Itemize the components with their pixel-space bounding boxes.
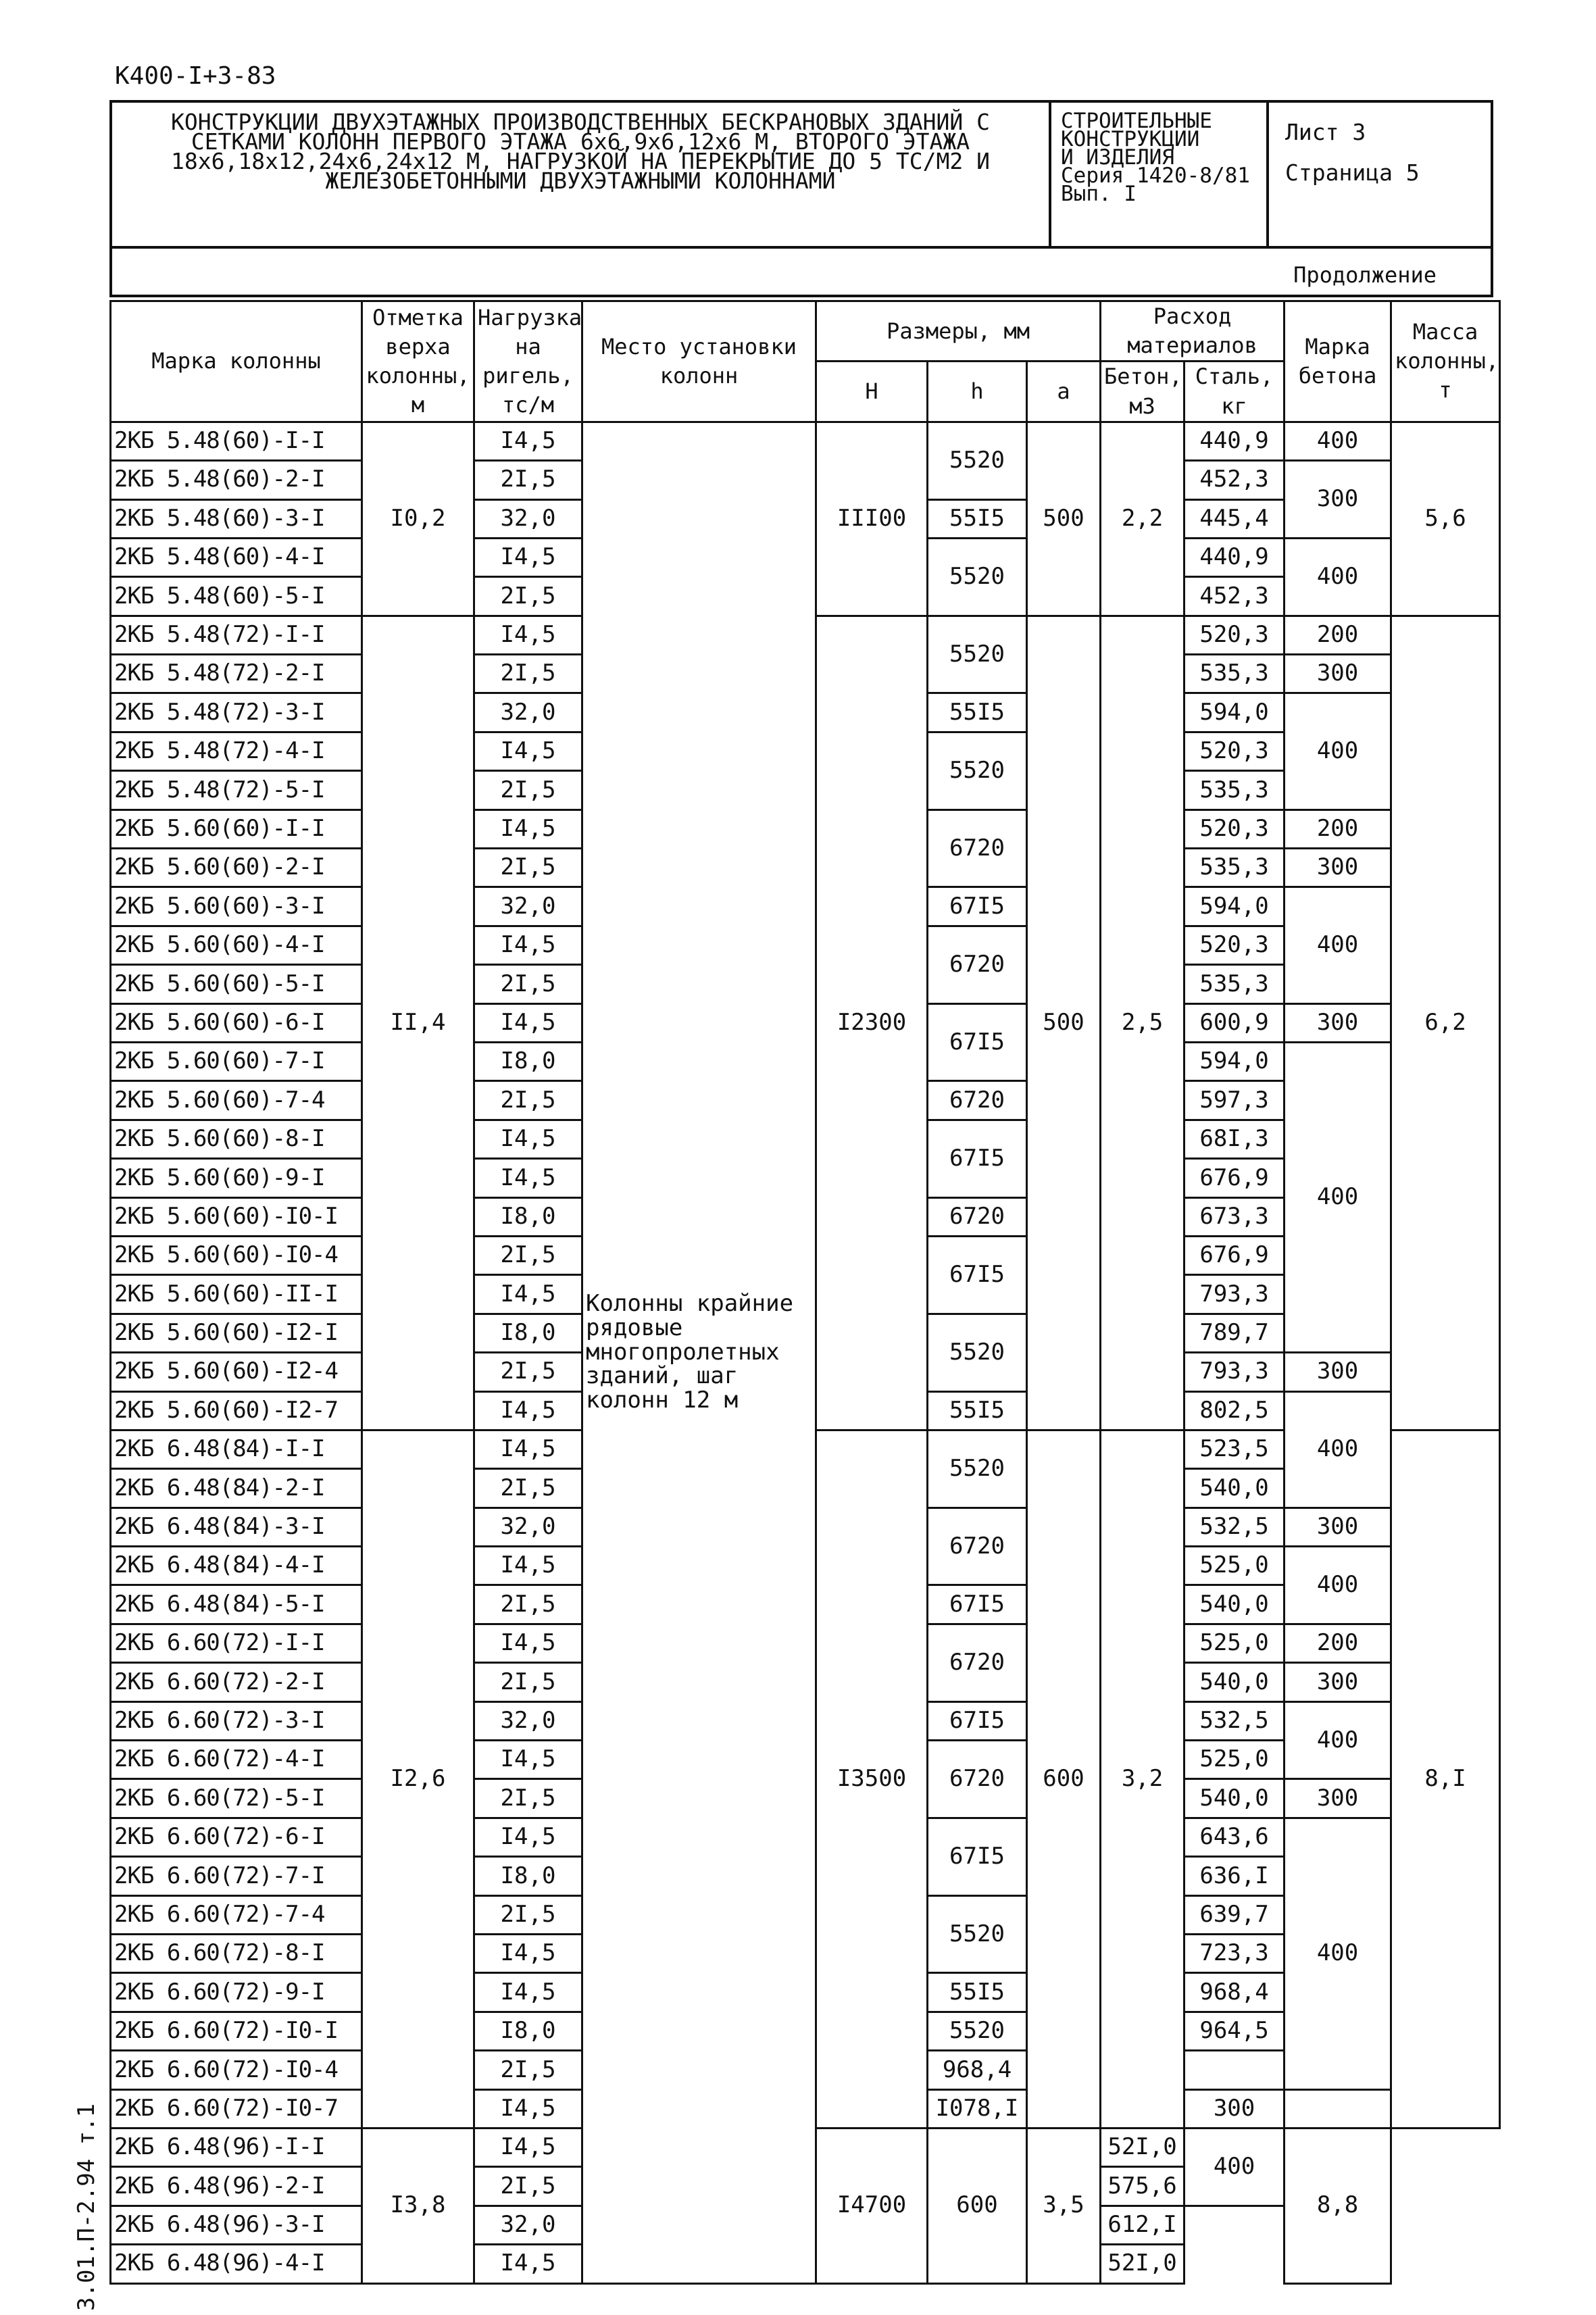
load-value: 2I,5 — [474, 849, 582, 887]
continuation-label: Продолжение — [1293, 262, 1437, 288]
load-value: I4,5 — [474, 1741, 582, 1779]
columns-table — [109, 300, 1501, 2285]
table-body — [111, 422, 1500, 2283]
load-value: I4,5 — [474, 810, 582, 848]
load-value: 2I,5 — [474, 577, 582, 616]
dim-H: I2300 — [816, 616, 928, 1430]
col-grade: Марка бетона — [1285, 301, 1391, 422]
steel-weight: 440,9 — [1184, 422, 1285, 460]
load-value: I4,5 — [474, 2089, 582, 2128]
steel-weight: I078,I — [928, 2089, 1027, 2128]
column-mark: 2КБ 5.48(72)-I-I — [111, 616, 362, 654]
load-value: 32,0 — [474, 1508, 582, 1546]
steel-weight: 597,3 — [1184, 1081, 1285, 1120]
concrete-grade: 400 — [1285, 1701, 1391, 1779]
col-concrete: Бетон, м3 — [1101, 362, 1184, 422]
dim-h: 6720 — [928, 1741, 1027, 1818]
steel-weight: 440,9 — [1184, 538, 1285, 576]
column-mark: 2КБ 5.60(60)-I-I — [111, 810, 362, 848]
steel-weight: 594,0 — [1184, 693, 1285, 732]
steel-weight: 452,3 — [1184, 577, 1285, 616]
column-mark: 2КБ 6.48(96)-4-I — [111, 2245, 362, 2283]
column-mark: 2КБ 5.48(60)-4-I — [111, 538, 362, 576]
column-mark: 2КБ 5.60(60)-II-I — [111, 1275, 362, 1314]
dim-h: 6720 — [928, 1081, 1027, 1120]
concrete-volume: 2,5 — [1101, 616, 1184, 1430]
load-value: 2I,5 — [474, 1585, 582, 1624]
concrete-volume: 2,2 — [1101, 422, 1184, 616]
col-top-mark: Отметка верха колонны, м — [362, 301, 474, 422]
dim-h: 5520 — [928, 732, 1027, 810]
steel-weight: 600,9 — [1184, 1003, 1285, 1042]
load-value: 2I,5 — [474, 1469, 582, 1508]
steel-weight: 532,5 — [1184, 1508, 1285, 1546]
column-mark: 2КБ 6.60(72)-8-I — [111, 1934, 362, 1972]
load-value: I4,5 — [474, 1547, 582, 1585]
column-mark: 2КБ 5.60(60)-5-I — [111, 965, 362, 1003]
load-value: I8,0 — [474, 1314, 582, 1352]
dim-h: 5520 — [928, 1430, 1027, 1508]
dim-a: 500 — [1027, 616, 1101, 1430]
top-mark: I3,8 — [362, 2128, 474, 2283]
steel-weight: 673,3 — [1184, 1197, 1285, 1236]
concrete-volume: 3,5 — [1027, 2128, 1101, 2283]
load-value: 32,0 — [474, 2206, 582, 2244]
column-mark: 2КБ 6.60(72)-I0-7 — [111, 2089, 362, 2128]
column-mark: 2КБ 5.60(60)-I2-7 — [111, 1391, 362, 1430]
load-value: I4,5 — [474, 616, 582, 654]
column-mark: 2КБ 6.60(72)-9-I — [111, 1973, 362, 2012]
column-mass: 6,2 — [1391, 616, 1500, 1430]
document-code: К400-I+3-83 — [115, 62, 276, 90]
steel-weight: 594,0 — [1184, 887, 1285, 926]
load-value: I4,5 — [474, 1818, 582, 1856]
document-title: КОНСТРУКЦИИ ДВУХЭТАЖНЫХ ПРОИЗВОДСТВЕННЫХ БЕСКРАНОВЫХ ЗДАНИЙ С СЕТКАМИ КОЛОНН ПЕРВОГО ЭТАЖА 6х6,9х6,12х6 М, ВТОРОГО ЭТАЖА 18х6,18х12,24х6,24х12 М, НАГРУЗКОЙ НА ПЕРЕКРЫТИЕ ДО 5 ТС/М2 И ЖЕЛЕЗОБЕТОННЫМИ ДВУХЭТАЖНЫМИ КОЛОННАМИ — [111, 101, 1050, 247]
table-row — [111, 422, 1500, 460]
steel-weight: 52I,0 — [1101, 2128, 1184, 2166]
load-value: 32,0 — [474, 887, 582, 926]
concrete-grade: 400 — [1285, 1391, 1391, 1508]
load-value: I4,5 — [474, 422, 582, 460]
concrete-grade: 400 — [1285, 693, 1391, 810]
steel-weight: 540,0 — [1184, 1469, 1285, 1508]
load-value: I4,5 — [474, 926, 582, 964]
load-value: I8,0 — [474, 1043, 582, 1081]
column-mark: 2КБ 6.60(72)-I0-I — [111, 2012, 362, 2050]
load-value: I4,5 — [474, 2245, 582, 2283]
dim-h: 67I5 — [928, 887, 1027, 926]
column-mark: 2КБ 5.48(60)-5-I — [111, 577, 362, 616]
concrete-grade: 300 — [1285, 655, 1391, 693]
concrete-grade: 400 — [1285, 422, 1391, 460]
steel-weight: 802,5 — [1184, 1391, 1285, 1430]
load-value: I8,0 — [474, 1197, 582, 1236]
dim-h: 6720 — [928, 1197, 1027, 1236]
steel-weight: 639,7 — [1184, 1895, 1285, 1934]
load-value: 32,0 — [474, 499, 582, 538]
dim-h: 67I5 — [928, 1120, 1027, 1197]
dim-h: 55I5 — [928, 499, 1027, 538]
load-value: 2I,5 — [474, 1081, 582, 1120]
column-mark: 2КБ 6.48(96)-3-I — [111, 2206, 362, 2244]
steel-weight: 676,9 — [1184, 1236, 1285, 1274]
column-mark: 2КБ 5.60(60)-2-I — [111, 849, 362, 887]
series-line: И ИЗДЕЛИЯ — [1061, 145, 1174, 170]
column-mark: 2КБ 5.60(60)-7-4 — [111, 1081, 362, 1120]
page-number: Страница 5 — [1285, 159, 1420, 186]
load-value: 32,0 — [474, 693, 582, 732]
load-value: I4,5 — [474, 538, 582, 576]
concrete-grade: 400 — [1184, 2128, 1285, 2206]
dim-a: 600 — [928, 2128, 1027, 2283]
steel-weight: 535,3 — [1184, 771, 1285, 810]
steel-weight: 793,3 — [1184, 1353, 1285, 1391]
dim-H: I4700 — [816, 2128, 928, 2283]
load-value: 2I,5 — [474, 2167, 582, 2206]
concrete-grade: 300 — [1285, 849, 1391, 887]
concrete-grade: 300 — [1285, 1663, 1391, 1701]
steel-weight: 968,4 — [928, 2051, 1027, 2089]
dim-h: 5520 — [928, 422, 1027, 499]
load-value: 2I,5 — [474, 965, 582, 1003]
column-mark: 2КБ 6.60(72)-6-I — [111, 1818, 362, 1856]
steel-weight: 636,I — [1184, 1857, 1285, 1895]
steel-weight: 612,I — [1101, 2206, 1184, 2244]
steel-weight: 525,0 — [1184, 1624, 1285, 1662]
steel-weight: 525,0 — [1184, 1547, 1285, 1585]
col-H: H — [816, 362, 928, 422]
load-value: I4,5 — [474, 1003, 582, 1042]
series-line: СТРОИТЕЛЬНЫЕ — [1061, 109, 1212, 133]
dim-h: 6720 — [928, 1624, 1027, 1701]
dim-h: 6720 — [928, 1508, 1027, 1585]
dim-h: 6720 — [928, 810, 1027, 887]
steel-weight: 52I,0 — [1101, 2245, 1184, 2283]
load-value: I4,5 — [474, 1391, 582, 1430]
dim-H: I3500 — [816, 1430, 928, 2128]
dim-h: 5520 — [928, 616, 1027, 693]
steel-weight: 540,0 — [1184, 1585, 1285, 1624]
concrete-grade: 400 — [1285, 1547, 1391, 1624]
load-value: 2I,5 — [474, 1236, 582, 1274]
steel-weight: 445,4 — [1184, 499, 1285, 538]
load-value: I4,5 — [474, 1275, 582, 1314]
col-h: h — [928, 362, 1027, 422]
dim-h: 67I5 — [928, 1236, 1027, 1314]
column-mark: 2КБ 5.48(60)-3-I — [111, 499, 362, 538]
load-value: I4,5 — [474, 1973, 582, 2012]
column-mark: 2КБ 6.60(72)-2-I — [111, 1663, 362, 1701]
column-mark: 2КБ 5.48(60)-I-I — [111, 422, 362, 460]
concrete-grade: 300 — [1285, 1003, 1391, 1042]
column-mark: 2КБ 5.60(60)-I0-4 — [111, 1236, 362, 1274]
load-value: 2I,5 — [474, 2051, 582, 2089]
column-mark: 2КБ 5.60(60)-8-I — [111, 1120, 362, 1158]
dim-h: 5520 — [928, 1895, 1027, 1973]
col-dims: Размеры, мм — [816, 301, 1101, 362]
dim-a: 600 — [1027, 1430, 1101, 2128]
dim-h: 67I5 — [928, 1003, 1027, 1081]
column-mark: 2КБ 6.48(84)-5-I — [111, 1585, 362, 1624]
top-mark: II,4 — [362, 616, 474, 1430]
column-mark: 2КБ 5.60(60)-I0-I — [111, 1197, 362, 1236]
archive-code: 3.01.П-2.94 т.1 — [73, 2103, 100, 2311]
concrete-grade: 300 — [1184, 2089, 1285, 2128]
load-value: I4,5 — [474, 1934, 582, 1972]
top-mark: I2,6 — [362, 1430, 474, 2128]
steel-weight: 643,6 — [1184, 1818, 1285, 1856]
steel-weight: 540,0 — [1184, 1779, 1285, 1818]
load-value: I4,5 — [474, 1120, 582, 1158]
steel-weight: 520,3 — [1184, 616, 1285, 654]
series-line: КОНСТРУКЦИИ — [1061, 127, 1200, 151]
load-value: 2I,5 — [474, 771, 582, 810]
column-mass: 5,6 — [1391, 422, 1500, 616]
concrete-volume: 3,2 — [1101, 1430, 1184, 2128]
load-value: I4,5 — [474, 732, 582, 770]
dim-h: 55I5 — [928, 1391, 1027, 1430]
col-materials: Расход материалов — [1101, 301, 1285, 362]
steel-weight: 532,5 — [1184, 1701, 1285, 1740]
steel-weight: 964,5 — [1184, 2012, 1285, 2050]
concrete-grade: 400 — [1285, 887, 1391, 1003]
load-value: I4,5 — [474, 1430, 582, 1468]
column-mark: 2КБ 5.60(60)-I2-4 — [111, 1353, 362, 1391]
column-mark: 2КБ 6.48(84)-2-I — [111, 1469, 362, 1508]
concrete-grade: 200 — [1285, 616, 1391, 654]
column-mark: 2КБ 6.60(72)-5-I — [111, 1779, 362, 1818]
col-steel: Сталь, кг — [1184, 362, 1285, 422]
column-mark: 2КБ 5.60(60)-3-I — [111, 887, 362, 926]
concrete-grade: 400 — [1285, 538, 1391, 616]
col-mass: Масса колонны, т — [1391, 301, 1500, 422]
col-a: a — [1027, 362, 1101, 422]
dim-h: 67I5 — [928, 1585, 1027, 1624]
dim-h: 5520 — [928, 538, 1027, 616]
column-mark: 2КБ 6.48(84)-3-I — [111, 1508, 362, 1546]
steel-weight: 676,9 — [1184, 1159, 1285, 1197]
load-value: 2I,5 — [474, 1895, 582, 1934]
dim-h: 55I5 — [928, 1973, 1027, 2012]
column-mark: 2КБ 6.48(96)-I-I — [111, 2128, 362, 2166]
column-mark: 2КБ 6.60(72)-4-I — [111, 1741, 362, 1779]
title-block — [109, 100, 1493, 249]
steel-weight: 520,3 — [1184, 732, 1285, 770]
steel-weight: 723,3 — [1184, 1934, 1285, 1972]
steel-weight: 535,3 — [1184, 965, 1285, 1003]
column-mark: 2КБ 6.48(84)-4-I — [111, 1547, 362, 1585]
sheet-info — [1268, 101, 1492, 247]
series-info — [1050, 101, 1268, 247]
dim-h: 5520 — [928, 2012, 1027, 2050]
steel-weight: 520,3 — [1184, 926, 1285, 964]
steel-weight: 525,0 — [1184, 1741, 1285, 1779]
continuation-row — [109, 249, 1493, 297]
column-mass: 8,I — [1391, 1430, 1500, 2128]
steel-weight: 575,6 — [1101, 2167, 1184, 2206]
series-line: Вып. I — [1061, 182, 1137, 206]
top-mark: I0,2 — [362, 422, 474, 616]
column-mark: 2КБ 5.60(60)-7-I — [111, 1043, 362, 1081]
column-mark: 2КБ 5.48(72)-5-I — [111, 771, 362, 810]
column-mark: 2КБ 5.60(60)-9-I — [111, 1159, 362, 1197]
dim-H: III00 — [816, 422, 928, 616]
load-value: I4,5 — [474, 1624, 582, 1662]
column-mark: 2КБ 5.48(72)-4-I — [111, 732, 362, 770]
col-place: Место установки колонн — [582, 301, 816, 422]
steel-weight: 520,3 — [1184, 810, 1285, 848]
column-mark: 2КБ 5.60(60)-6-I — [111, 1003, 362, 1042]
dim-h: 67I5 — [928, 1818, 1027, 1895]
load-value: I8,0 — [474, 2012, 582, 2050]
column-mark: 2КБ 5.60(60)-4-I — [111, 926, 362, 964]
load-value: 2I,5 — [474, 655, 582, 693]
steel-weight: 68I,3 — [1184, 1120, 1285, 1158]
column-mark: 2КБ 6.60(72)-3-I — [111, 1701, 362, 1740]
concrete-grade: 300 — [1285, 461, 1391, 539]
installation-place: Колонны крайние рядовые многопролетных зданий, шаг колонн 12 м — [582, 422, 816, 2283]
dim-h: 67I5 — [928, 1701, 1027, 1740]
column-mark: 2КБ 6.60(72)-7-4 — [111, 1895, 362, 1934]
steel-weight: 793,3 — [1184, 1275, 1285, 1314]
column-mark: 2КБ 5.48(72)-2-I — [111, 655, 362, 693]
column-mark: 2КБ 6.60(72)-I-I — [111, 1624, 362, 1662]
concrete-grade: 400 — [1285, 1043, 1391, 1353]
load-value: 2I,5 — [474, 1353, 582, 1391]
load-value: I4,5 — [474, 2128, 582, 2166]
column-mark: 2КБ 6.60(72)-7-I — [111, 1857, 362, 1895]
load-value: I4,5 — [474, 1159, 582, 1197]
column-mark: 2КБ 6.48(96)-2-I — [111, 2167, 362, 2206]
concrete-grade: 400 — [1285, 1818, 1391, 2089]
concrete-grade: 300 — [1285, 1508, 1391, 1546]
column-mark: 2КБ 6.60(72)-I0-4 — [111, 2051, 362, 2089]
series-line: Серия 1420-8/81 — [1061, 164, 1250, 188]
col-load: Нагрузка на ригель, тс/м — [474, 301, 582, 422]
dim-a: 500 — [1027, 422, 1101, 616]
steel-weight: 594,0 — [1184, 1043, 1285, 1081]
sheet-number: Лист 3 — [1285, 119, 1366, 145]
dim-h: 6720 — [928, 926, 1027, 1003]
dim-h: 5520 — [928, 1314, 1027, 1391]
concrete-grade: 200 — [1285, 1624, 1391, 1662]
load-value: 32,0 — [474, 1701, 582, 1740]
concrete-grade: 300 — [1285, 1353, 1391, 1391]
concrete-grade: 300 — [1285, 1779, 1391, 1818]
column-mark: 2КБ 5.48(60)-2-I — [111, 461, 362, 499]
col-mark: Марка колонны — [111, 301, 362, 422]
load-value: 2I,5 — [474, 461, 582, 499]
steel-weight: 523,5 — [1184, 1430, 1285, 1468]
steel-weight: 968,4 — [1184, 1973, 1285, 2012]
column-mass: 8,8 — [1285, 2128, 1391, 2283]
steel-weight: 452,3 — [1184, 461, 1285, 499]
steel-weight: 789,7 — [1184, 1314, 1285, 1352]
steel-weight: 535,3 — [1184, 655, 1285, 693]
column-mark: 2КБ 5.48(72)-3-I — [111, 693, 362, 732]
steel-weight: 540,0 — [1184, 1663, 1285, 1701]
load-value: 2I,5 — [474, 1779, 582, 1818]
column-mark: 2КБ 5.60(60)-I2-I — [111, 1314, 362, 1352]
column-mark: 2КБ 6.48(84)-I-I — [111, 1430, 362, 1468]
load-value: 2I,5 — [474, 1663, 582, 1701]
concrete-grade: 200 — [1285, 810, 1391, 848]
load-value: I8,0 — [474, 1857, 582, 1895]
steel-weight: 535,3 — [1184, 849, 1285, 887]
dim-h: 55I5 — [928, 693, 1027, 732]
